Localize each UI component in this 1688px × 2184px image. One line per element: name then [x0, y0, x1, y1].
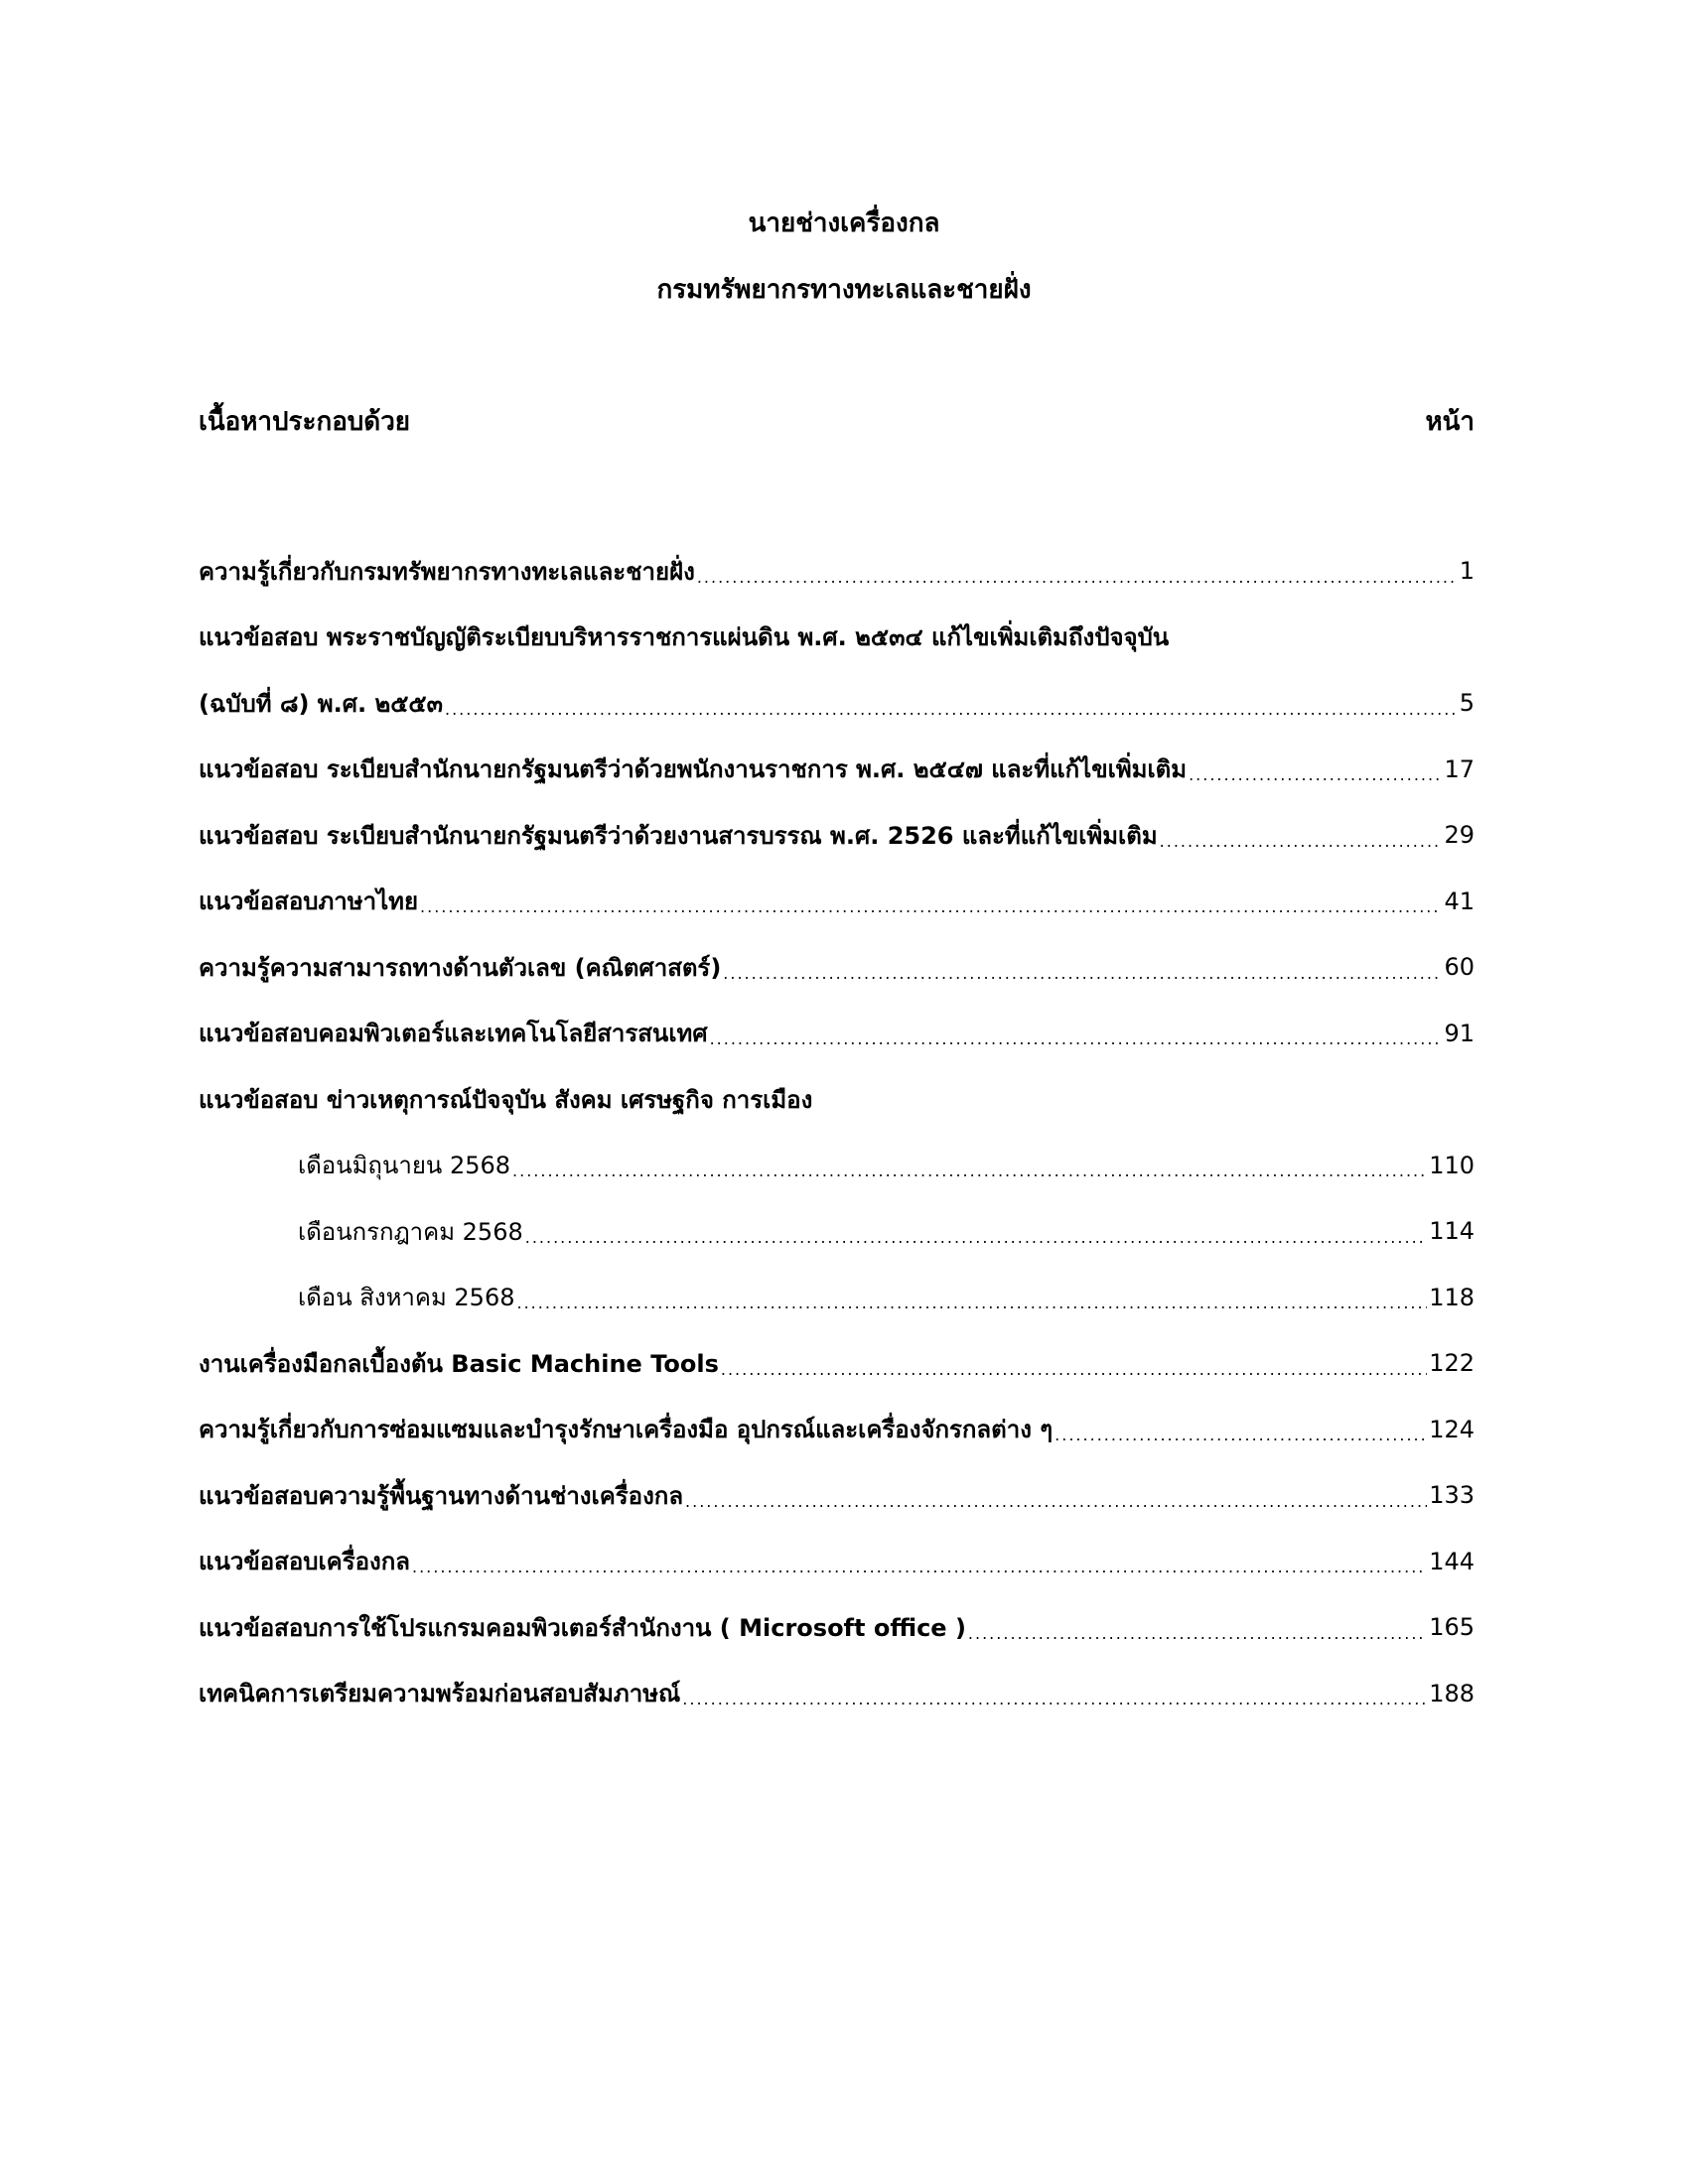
toc-entry-page: 118 — [1429, 1283, 1475, 1311]
toc-entry-page: 91 — [1444, 1019, 1475, 1047]
toc-subentry — [199, 1265, 1475, 1331]
toc-entry-page: 1 — [1459, 557, 1475, 586]
toc-subentry — [199, 1198, 1475, 1265]
toc-entry-label: เดือนมิถุนายน 2568 — [298, 1152, 511, 1180]
dot-leader — [1160, 832, 1443, 869]
toc-entry-page: 165 — [1429, 1613, 1475, 1642]
toc-entry-label: แนวข้อสอบเครื่องกล — [199, 1548, 410, 1576]
dot-leader — [1189, 765, 1442, 802]
document-title: นายช่างเครื่องกล — [748, 208, 940, 238]
toc-entry — [199, 1066, 1475, 1133]
toc-entry-label: แนวข้อสอบภาษาไทย — [199, 887, 419, 916]
toc-entry — [199, 737, 1475, 803]
toc-entry-label: แนวข้อสอบคอมพิวเตอร์และเทคโนโลยีสารสนเทศ — [199, 1020, 708, 1048]
toc-entry-page: 114 — [1429, 1217, 1475, 1246]
toc-header — [199, 402, 1475, 442]
toc-entry — [199, 1594, 1475, 1661]
toc-entry — [199, 1330, 1475, 1397]
toc-entry — [199, 538, 1475, 605]
dot-leader — [412, 1558, 1427, 1594]
toc-entry-page: 41 — [1444, 887, 1475, 915]
toc-entry-label: แนวข้อสอบความรู้พื้นฐานทางด้านช่างเครื่องกล — [199, 1481, 684, 1510]
toc-entry-page: 17 — [1444, 754, 1475, 783]
toc-entry-label: แนวข้อสอบการใช้โปรแกรมคอมพิวเตอร์สำนักงาน ( Microsoft office ) — [199, 1613, 966, 1642]
toc-entry-label: งานเครื่องมือกลเบื้องต้น Basic Machine Tools — [199, 1349, 719, 1378]
toc-entry-label: เทคนิคการเตรียมความพร้อมก่อนสอบสัมภาษณ์ — [199, 1680, 681, 1708]
dot-leader — [721, 1360, 1427, 1397]
toc-entry — [199, 605, 1475, 671]
toc-entry-label: แนวข้อสอบ พระราชบัญญัติระเบียบบริหารราชการแผ่นดิน พ.ศ. ๒๕๓๔ แก้ไขเพิ่มเติมถึงปัจจุบัน — [199, 623, 1170, 652]
toc-entry-page: 5 — [1459, 689, 1475, 718]
page-column-heading: หน้า — [1425, 407, 1475, 437]
dot-leader — [525, 1228, 1427, 1265]
dot-leader — [1055, 1426, 1427, 1462]
table-of-contents — [199, 538, 1475, 1726]
toc-entry — [199, 1001, 1475, 1067]
toc-entry — [199, 1462, 1475, 1529]
dot-leader — [710, 1029, 1443, 1066]
toc-entry-page: 188 — [1429, 1679, 1475, 1707]
toc-entry-label: เดือน สิงหาคม 2568 — [298, 1284, 515, 1312]
toc-entry-page: 110 — [1429, 1151, 1475, 1179]
toc-entry — [199, 1661, 1475, 1727]
toc-entry — [199, 934, 1475, 1001]
dot-leader — [685, 1492, 1427, 1529]
toc-entry-label: ความรู้เกี่ยวกับการซ่อมแซมและบำรุงรักษาเครื่องมือ อุปกรณ์และเครื่องจักรกลต่าง ๆ — [199, 1416, 1054, 1444]
toc-entry-page: 122 — [1429, 1349, 1475, 1378]
dot-leader — [420, 897, 1442, 934]
toc-subentry — [199, 1133, 1475, 1199]
document-subtitle: กรมทรัพยากรทางทะเลและชายฝั่ง — [656, 275, 1032, 305]
toc-entry — [199, 869, 1475, 935]
dot-leader — [968, 1624, 1427, 1661]
toc-entry-page: 29 — [1444, 821, 1475, 850]
dot-leader — [516, 1294, 1427, 1330]
toc-entry-page: 124 — [1429, 1415, 1475, 1443]
toc-entry — [199, 1529, 1475, 1595]
toc-heading: เนื้อหาประกอบด้วย — [199, 407, 411, 437]
toc-entry-page: 60 — [1444, 953, 1475, 982]
dot-leader — [697, 568, 1458, 605]
toc-entry-label: (ฉบับที่ ๘) พ.ศ. ๒๕๕๓ — [199, 689, 443, 718]
dot-leader — [682, 1690, 1427, 1726]
dot-leader — [512, 1161, 1427, 1198]
toc-entry — [199, 1397, 1475, 1463]
toc-entry-page: 144 — [1429, 1547, 1475, 1575]
toc-entry-label: ความรู้ความสามารถทางด้านตัวเลข (คณิตศาสตร์) — [199, 953, 722, 982]
toc-entry-label: แนวข้อสอบ ระเบียบสำนักนายกรัฐมนตรีว่าด้วยพนักงานราชการ พ.ศ. ๒๕๔๗ และที่แก้ไขเพิ่มเติม — [199, 755, 1188, 784]
toc-entry-label: แนวข้อสอบ ระเบียบสำนักนายกรัฐมนตรีว่าด้วยงานสารบรรณ พ.ศ. 2526 และที่แก้ไขเพิ่มเติม — [199, 821, 1158, 850]
toc-entry-label: ความรู้เกี่ยวกับกรมทรัพยากรทางทะเลและชายฝั่ง — [199, 557, 695, 586]
toc-entry-label: แนวข้อสอบ ข่าวเหตุการณ์ปัจจุบัน สังคม เศรษฐกิจ การเมือง — [199, 1085, 813, 1114]
toc-entry-label: เดือนกรกฎาคม 2568 — [298, 1217, 523, 1246]
toc-entry — [199, 802, 1475, 869]
dot-leader — [445, 700, 1458, 737]
toc-entry — [199, 670, 1475, 737]
dot-leader — [723, 964, 1442, 1001]
toc-entry-page: 133 — [1429, 1481, 1475, 1510]
